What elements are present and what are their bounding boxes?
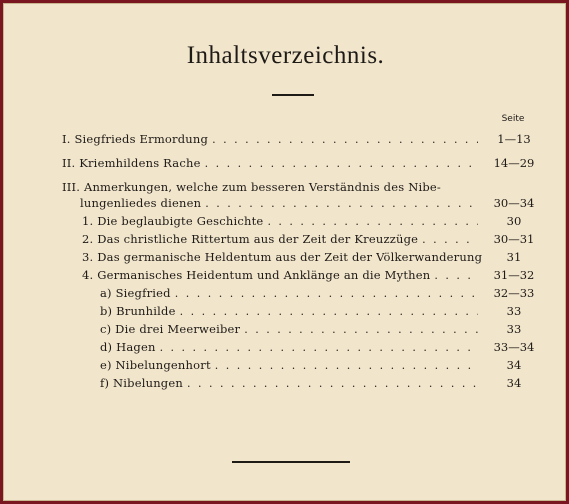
leader-dots xyxy=(215,360,478,372)
toc-entry-page: 31 xyxy=(506,250,522,264)
toc-entry-page: 33 xyxy=(506,304,522,318)
toc-entry-label: II. Kriemhildens Rache xyxy=(62,156,201,170)
leader-dots xyxy=(180,306,478,318)
leader-dots xyxy=(267,216,478,228)
toc-entry-3-4 xyxy=(82,266,482,282)
leader-dots xyxy=(422,234,478,246)
toc-entry-page: 32—33 xyxy=(493,286,535,300)
toc-entry-label: I. Siegfrieds Ermordung xyxy=(62,132,209,146)
leader-dots xyxy=(212,134,478,146)
toc-entry-page: 33 xyxy=(506,322,522,336)
toc-entry-page: 33—34 xyxy=(493,340,535,354)
toc-entry-b xyxy=(100,302,482,318)
toc-entry-e xyxy=(100,356,482,372)
leader-dots xyxy=(434,270,478,282)
toc-entry-label: c) Die drei Meerweiber xyxy=(100,322,241,336)
toc-entry-page: 30—31 xyxy=(493,232,535,246)
leader-dots xyxy=(175,288,478,300)
toc-entry-label: 3. Das germanische Heldentum aus der Zeit der Völkerwanderung xyxy=(82,250,483,264)
toc-entry-3-1 xyxy=(82,212,482,228)
toc-entry-label: 1. Die beglaubigte Geschichte xyxy=(82,214,264,228)
toc-entry-page: 30 xyxy=(506,214,522,228)
toc-entry-page: 34 xyxy=(506,376,522,390)
toc-entry-c xyxy=(100,320,482,336)
toc-entry-page: 34 xyxy=(506,358,522,372)
toc-entry-3-2 xyxy=(82,230,482,246)
toc-entry-label: f) Nibelungen xyxy=(100,376,183,390)
toc-entry-page: 14—29 xyxy=(493,156,535,170)
toc-entry-3 xyxy=(80,194,482,210)
toc-entry-3-line1 xyxy=(62,178,540,194)
toc-entry-label: lungenliedes dienen xyxy=(80,196,202,210)
toc-entry-3-3 xyxy=(82,248,482,264)
toc-entry-a xyxy=(100,284,482,300)
toc-entry-f xyxy=(100,374,482,390)
leader-dots xyxy=(205,158,478,170)
toc-entry-page: 31—32 xyxy=(493,268,535,282)
toc-entry-1 xyxy=(62,130,482,146)
page-column-header: Seite xyxy=(501,114,525,124)
toc-entry-label: III. Anmerkungen, welche zum besseren Verständnis des Nibe- xyxy=(62,180,441,194)
bottom-divider xyxy=(232,461,350,463)
toc-entry-label: 4. Germanisches Heidentum und Anklänge an die Mythen xyxy=(82,268,431,282)
leader-dots xyxy=(244,324,478,336)
toc-entry-page: 1—13 xyxy=(497,132,531,146)
leader-dots xyxy=(160,342,478,354)
page-title: Inhaltsverzeichnis. xyxy=(186,42,385,69)
toc-entry-d xyxy=(100,338,482,354)
toc-entry-2 xyxy=(62,154,482,170)
toc-entry-page: 30—34 xyxy=(493,196,535,210)
toc-entry-label: b) Brunhilde xyxy=(100,304,176,318)
toc-entry-label: d) Hagen xyxy=(100,340,156,354)
book-page xyxy=(3,3,566,501)
leader-dots xyxy=(205,198,478,210)
toc-entry-label: a) Siegfried xyxy=(100,286,171,300)
toc-entry-label: e) Nibelungenhort xyxy=(100,358,211,372)
leader-dots xyxy=(187,378,478,390)
title-divider xyxy=(272,94,314,96)
toc-entry-label: 2. Das christliche Rittertum aus der Zeit der Kreuzzüge xyxy=(82,232,419,246)
